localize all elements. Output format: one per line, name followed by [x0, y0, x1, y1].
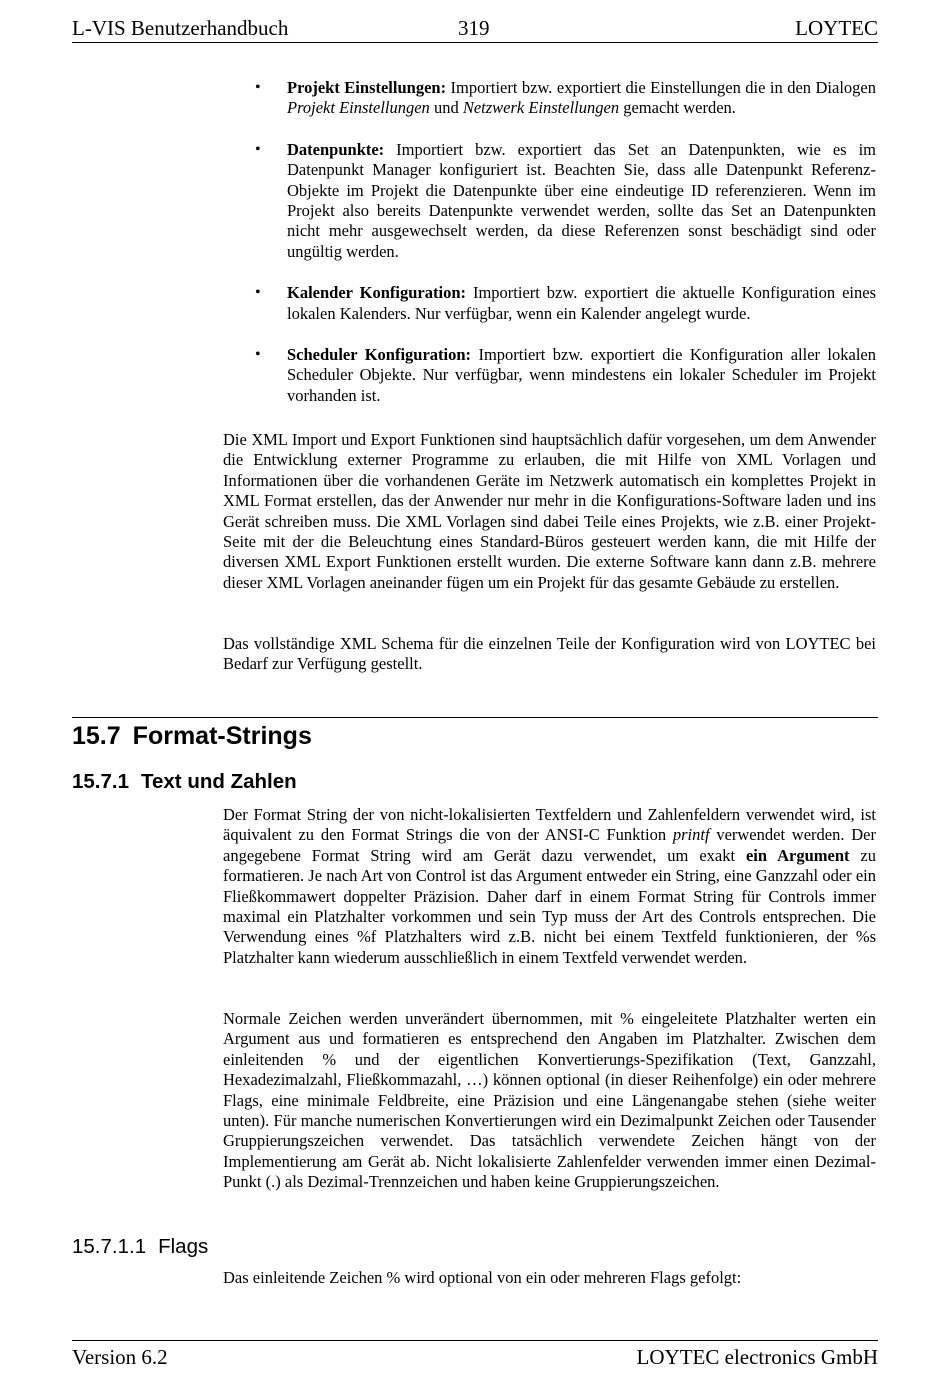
paragraph-text: verwendet werden. Der angegebene Format String wird am Gerät dazu verwendet, um exakt — [223, 825, 876, 865]
header-page-number: 319 — [458, 16, 490, 40]
subsubsection-number: 15.7.1.1 — [72, 1235, 147, 1258]
paragraph-format-string — [223, 805, 876, 968]
bullet-icon: • — [255, 346, 261, 364]
page-header — [72, 14, 878, 44]
list-item-text: Importiert bzw. exportiert die Einstellungen die in den Dialogen — [446, 78, 876, 97]
list-item-text: Importiert bzw. exportiert die aktuelle Konfiguration eines lokalen Kalenders. Nur verfügbar, wenn ein Kalender angelegt wurde. — [287, 283, 876, 323]
paragraph-flags-intro: Das einleitende Zeichen % wird optional von ein oder mehreren Flags gefolgt: — [223, 1268, 742, 1287]
export-options-list — [255, 78, 876, 427]
subsubsection-title: Flags — [158, 1235, 209, 1258]
paragraph-text: zu formatieren. Je nach Art von Control ist das Argument entweder ein String, eine Ganzzahl oder ein Fließkommawert doppelter Präzision. Daher darf in einem Format String für Controls immer maximal ein Platzhalter vorkommen und sein Typ muss der Art des Controls entsprechen. Die Verwendung eines %f Platzhalters wird z.B. nicht bei einem Textfeld funktionieren, der %s Platzhalter kann wiederum ausschließlich in einem Textfeld verwendet werden. — [223, 845, 876, 967]
paragraph-normal-characters: Normale Zeichen werden unverändert übernommen, mit % eingeleitete Platzhalter werten ein Argument aus und formatieren es entsprechend den Angaben im Platzhalter. Zwischen dem einleitenden % und der eigentlichen Konvertierungs-Spezifikation (Text, Ganzzahl, Hexadezimalzahl, Fließkommazahl, …) können optional (in dieser Reihenfolge) ein oder mehrere Flags, eine minimale Feldbreite, eine Präzision und eine Längenangabe stehen (siehe weiter unten). Für manche numerischen Konvertierungen wird ein Dezimalpunkt Zeichen oder Tausender Gruppierungszeichen verwendet. Das tatsächlich verwendete Zeichen hängt von der Implementierung am Gerät ab. Nicht lokalisierte Zahlenfelder verwenden immer einen Dezimal-Punkt (.) als Dezimal-Trennzeichen und haben keine Gruppierungszeichen. — [223, 1009, 876, 1192]
subsection-title: Text und Zahlen — [141, 770, 297, 793]
list-item-text: und — [429, 98, 463, 118]
paragraph-text: Der Format String der von nicht-lokalisierten Textfeldern und Zahlenfeldern verwendet wird, ist äquivalent zu den Format Strings die von der ANSI-C Funktion — [223, 805, 876, 845]
section-number: 15.7 — [72, 722, 121, 750]
bullet-icon: • — [255, 284, 261, 302]
list-item-text: Importiert bzw. exportiert die Konfiguration aller lokalen Scheduler Objekte. Nur verfügbar, wenn mindestens ein lokaler Scheduler im Projekt vorhanden ist. — [287, 345, 876, 405]
list-item — [255, 283, 876, 324]
list-item-term: Kalender Konfiguration: — [287, 283, 466, 303]
header-company: LOYTEC — [795, 16, 878, 40]
header-manual-title: L-VIS Benutzerhandbuch — [72, 16, 289, 40]
printf-emphasis: printf — [672, 825, 710, 845]
list-item — [255, 78, 876, 119]
list-item-emphasis: Netzwerk Einstellungen — [462, 98, 620, 118]
list-item-emphasis: Projekt Einstellungen — [287, 98, 430, 118]
footer-company: LOYTEC electronics GmbH — [636, 1345, 878, 1369]
list-item-text: gemacht werden. — [619, 98, 736, 118]
list-item — [255, 140, 876, 262]
subsection-number: 15.7.1 — [72, 770, 129, 793]
one-argument-emphasis: ein Argument — [745, 845, 850, 865]
header-divider — [72, 42, 878, 43]
list-item-term: Datenpunkte: — [287, 139, 385, 159]
footer-version: Version 6.2 — [72, 1345, 168, 1369]
subsection-heading — [72, 769, 297, 795]
section-divider — [72, 717, 878, 718]
section-heading — [72, 720, 312, 752]
footer-divider — [72, 1340, 878, 1341]
list-item-term: Scheduler Konfiguration: — [287, 345, 472, 365]
list-item-term: Projekt Einstellungen: — [287, 78, 447, 97]
paragraph-xml-purpose: Die XML Import und Export Funktionen sind hauptsächlich dafür vorgesehen, um dem Anwender die Entwicklung externer Programme zu erlauben, die mit Hilfe von XML Vorlagen und Informationen über die vorhandenen Geräte im Netzwerk automatisch ein komplettes Projekt in XML Format erstellen, das der Anwender nur mehr in die Konfigurations-Software laden und ins Gerät schreiben muss. Die XML Vorlagen sind dabei Teile eines Projekts, wie z.B. einer Projekt-Seite mit der die Beleuchtung eines Standard-Büros gesteuert werden kann, die mit Hilfe der diversen XML Export Funktionen erstellt wurden. Die externe Software kann dann z.B. mehrere dieser XML Vorlagen aneinander fügen um ein Projekt für das gesamte Gebäude zu erstellen. — [223, 430, 876, 592]
list-item — [255, 345, 876, 406]
paragraph-xml-schema: Das vollständige XML Schema für die einzelnen Teile der Konfiguration wird von LOYTEC bei Bedarf zur Verfügung gestellt. — [223, 634, 876, 674]
page-footer — [72, 1343, 878, 1373]
section-title: Format-Strings — [132, 722, 312, 750]
bullet-icon: • — [255, 140, 261, 158]
subsubsection-heading — [72, 1234, 208, 1260]
list-item-text: Importiert bzw. exportiert das Set an Datenpunkten, wie es im Datenpunkt Manager konfiguriert ist. Beachten Sie, dass alle Datenpunkt Referenz-Objekte im Projekt die Datenpunkte über eine eindeutige ID referenzieren. Wenn im Projekt also bereits Datenpunkte verwendet werden, sollte das Set an Datenpunkten nicht mehr ausgewechselt werden, da diese Referenzen sonst beschädigt sind oder ungültig werden. — [287, 139, 876, 261]
bullet-icon: • — [255, 79, 261, 96]
